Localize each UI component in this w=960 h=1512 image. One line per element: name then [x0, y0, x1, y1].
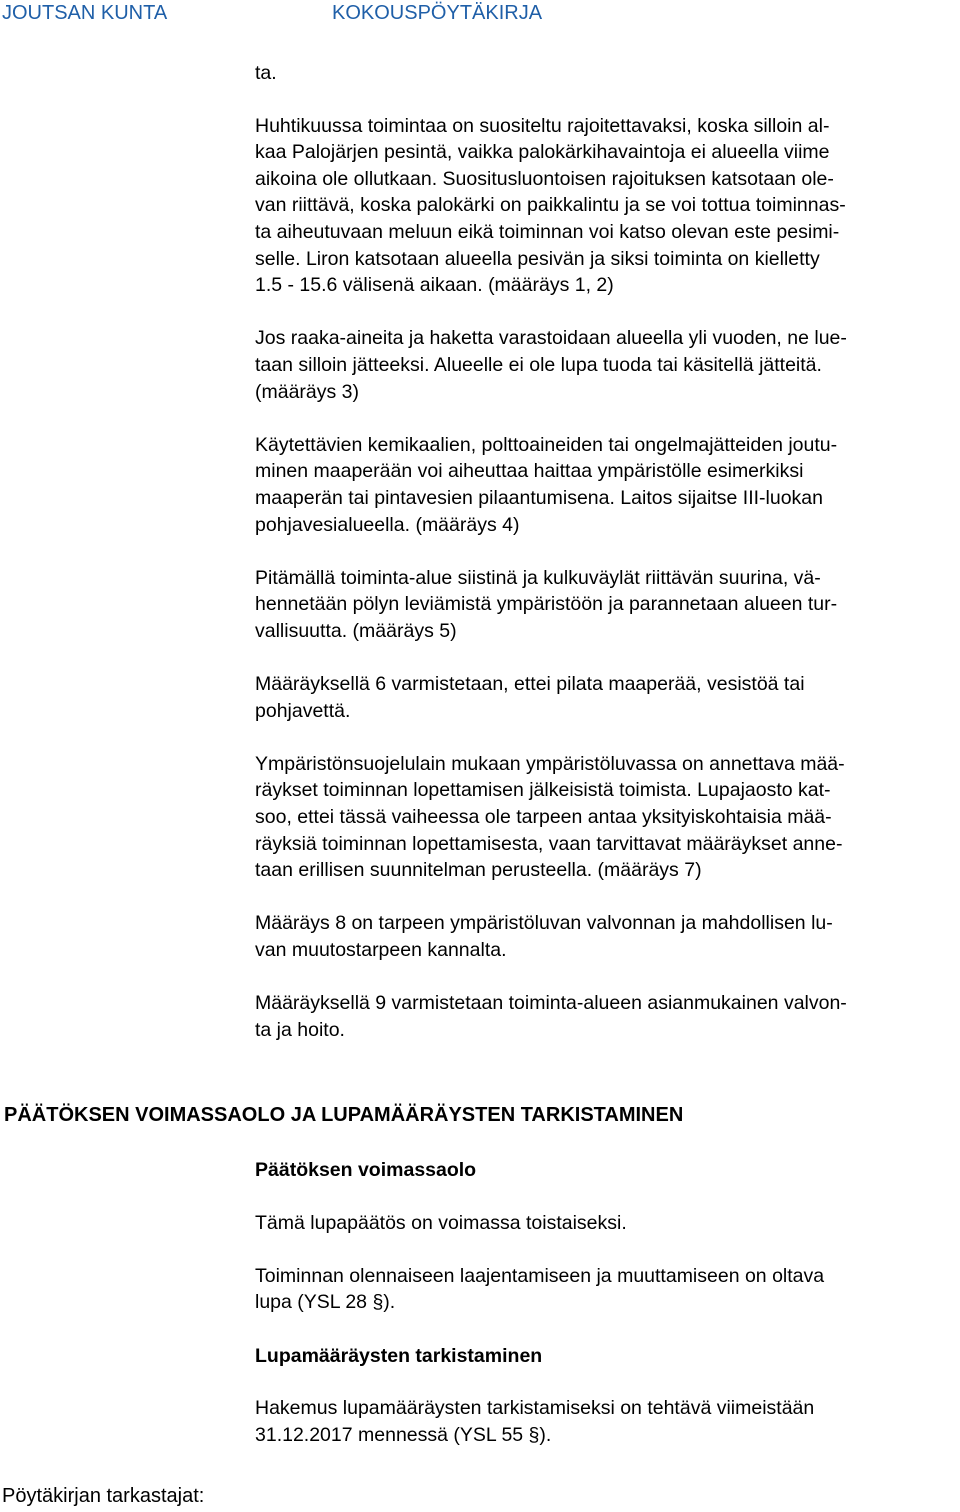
text-line: ta. — [255, 62, 277, 84]
text-line: Pitämällä toiminta-alue siistinä ja kulkuväylät riittävän suurina, vä- — [255, 566, 821, 589]
text-line: (määräys 3) — [255, 380, 360, 403]
paragraph-2 — [255, 325, 955, 405]
text-line: selle. Liron katsotaan alueella pesivän ja siksi toiminta on kielletty — [255, 247, 820, 270]
text-line: Käytettävien kemikaalien, polttoaineiden tai ongelmajätteiden joutu- — [255, 433, 838, 456]
text-line: ta ja hoito. — [255, 1018, 345, 1041]
text-line: aikoina ole ollutkaan. Suositusluontoisen rajoituksen katsotaan ole- — [255, 167, 834, 190]
header-organization: JOUTSAN KUNTA — [2, 2, 168, 24]
text-line: vallisuutta. (määräys 5) — [255, 619, 457, 642]
text-line: soo, ettei tässä vaiheessa ole tarpeen antaa yksityiskohtaisia mää- — [255, 806, 832, 829]
header-document-type: KOKOUSPÖYTÄKIRJA — [332, 2, 543, 24]
footer-reviewers-label: Pöytäkirjan tarkastajat: — [2, 1485, 205, 1507]
subheading-validity: Päätöksen voimassaolo — [255, 1159, 477, 1181]
paragraph-3 — [255, 432, 955, 538]
text-line: pohjavesialueella. (määräys 4) — [255, 513, 520, 536]
text-line: pohjavettä. — [255, 699, 351, 722]
text-line: hennetään pölyn leviämistä ympäristöön ja parannetaan alueen tur- — [255, 593, 838, 616]
text-line: Huhtikuussa toimintaa on suositeltu rajoitettavaksi, koska silloin al- — [255, 114, 830, 137]
text-line: räyksiä toiminnan lopettamisesta, vaan tarvittavat määräykset anne- — [255, 832, 843, 855]
text-line: Ympäristönsuojelulain mukaan ympäristöluvassa on annettava mää- — [255, 752, 845, 775]
text-line: taan erillisen suunnitelman perusteella. (määräys 7) — [255, 859, 702, 882]
reasoning-text — [255, 60, 955, 1070]
text-line: minen maaperään voi aiheuttaa haittaa ympäristölle esimerkiksi — [255, 460, 804, 483]
text-line: Määräys 8 on tarpeen ympäristöluvan valvonnan ja mahdollisen lu- — [255, 912, 833, 935]
text-line: räykset toiminnan lopettamisen jälkeisistä toimista. Lupajaosto kat- — [255, 779, 831, 802]
paragraph-1 — [255, 113, 955, 299]
text-line: Määräyksellä 6 varmistetaan, ettei pilata maaperää, vesistöä tai — [255, 673, 805, 696]
text-line: maaperän tai pintavesien pilaantumisena. Laitos sijaitse III-luokan — [255, 486, 823, 509]
text-line: lupa (YSL 28 §). — [255, 1291, 396, 1314]
section-content — [255, 1157, 955, 1475]
text-line: taan silloin jätteeksi. Alueelle ei ole lupa tuoda tai käsitellä jätteitä. — [255, 353, 822, 376]
paragraph-8 — [255, 990, 955, 1043]
text-line: van riittävä, koska palokärki on paikkalintu ja se voi tottua toiminnas- — [255, 194, 846, 217]
text-line: Määräyksellä 9 varmistetaan toiminta-alueen asianmukainen valvon- — [255, 992, 847, 1015]
paragraph-6 — [255, 751, 955, 884]
text-line: Hakemus lupamääräysten tarkistamiseksi on tehtävä viimeistään — [255, 1397, 815, 1420]
section-heading: PÄÄTÖKSEN VOIMASSAOLO JA LUPAMÄÄRÄYSTEN TARKISTAMINEN — [4, 1104, 684, 1126]
text-line: ta aiheutuvaan meluun eikä toiminnan voi katso olevan este pesimi- — [255, 220, 840, 243]
paragraph-4 — [255, 565, 955, 645]
text-line: van muutostarpeen kannalta. — [255, 939, 507, 961]
paragraph-7 — [255, 910, 955, 963]
text-line: Tämä lupapäätös on voimassa toistaiseksi. — [255, 1211, 627, 1234]
subheading-review: Lupamääräysten tarkistaminen — [255, 1344, 543, 1367]
text-line: Jos raaka-aineita ja haketta varastoidaan alueella yli vuoden, ne lue- — [255, 327, 847, 350]
text-line: Toiminnan olennaiseen laajentamiseen ja muuttamiseen on oltava — [255, 1264, 825, 1287]
text-line: 1.5 - 15.6 välisenä aikaan. (määräys 1, 2) — [255, 274, 614, 297]
validity-paragraph-1 — [255, 1210, 955, 1237]
paragraph-5 — [255, 671, 955, 724]
review-paragraph-1 — [255, 1395, 955, 1448]
validity-paragraph-2 — [255, 1263, 955, 1316]
text-line: kaa Palojärjen pesintä, vaikka palokärkihavaintoja ei alueella viime — [255, 141, 830, 164]
text-line: 31.12.2017 mennessä (YSL 55 §). — [255, 1423, 552, 1446]
paragraph-0 — [255, 60, 955, 87]
